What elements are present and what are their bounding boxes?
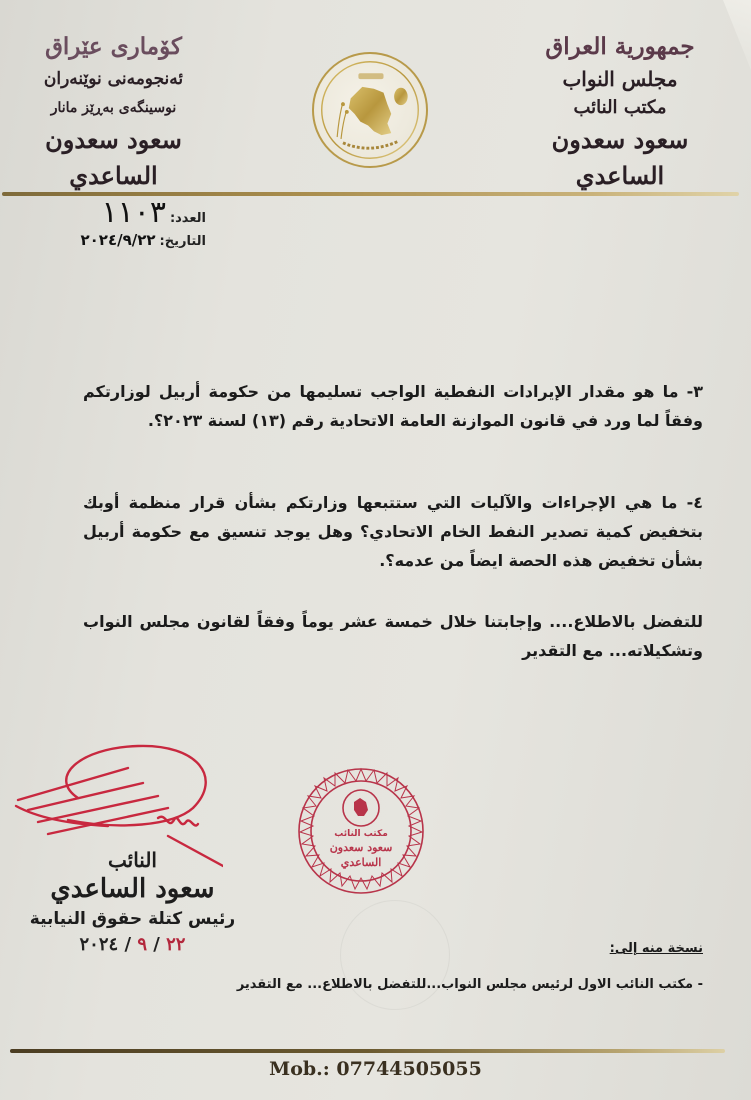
letterhead-kurdish [6,30,221,194]
reference-date-label: التاريخ: [159,234,206,249]
signer-date: ٢٢ / ٩ / ٢٠٢٤ [79,934,186,955]
closing-text: للتفضل بالاطلاع.... وإجابتنا خلال خمسة عشر يوماً وفقاً لقانون مجلس النواب وتشكيلاته... مع التقدير [83,612,703,660]
cc-heading: نسخة منه إلى: [609,941,703,956]
reference-date-row [6,231,206,259]
signer-role: رئيس كتلة حقوق النيابية [29,909,236,929]
reference-block [6,195,206,259]
letterhead-office: مكتب النائب [573,97,667,118]
letterhead-country: جمهورية العراق [545,33,695,60]
closing-paragraph [83,607,703,665]
reference-number-row [6,195,206,231]
footer-divider [10,1049,725,1053]
question-3-text: ٣- ما هو مقدار الإيرادات النفطية الواجب تسليمها من حكومة أربيل لوزارتكم وفقاً لما ورد في قانون الموازنة العامة الاتحادية رقم (١٣) لسنة ٢٠٢٣؟. [83,382,703,430]
signer-date-year: ٢٠٢٤ [79,934,119,955]
stamp-seal-icon [296,766,426,896]
cc-item: - مكتب النائب الاول لرئيس مجلس النواب...للتفضل بالاطلاع... مع التقدير [236,977,703,992]
letterhead-council: مجلس النواب [562,67,678,91]
letterhead-member-name-kurdish: سعود سعدون الساعدي [45,125,182,190]
letterhead-office-kurdish: نوسینگەی بەڕێز مانار [50,100,177,116]
svg-text:مكتب النائب: مكتب النائب [334,829,388,839]
signer-date-day: ٢٢ [166,934,186,955]
carbon-copy-block [203,938,703,996]
signer-name: سعود الساعدي [50,874,215,904]
question-4 [83,488,703,575]
reference-date-value: ٢٠٢٤/٩/٢٢ [80,231,156,249]
question-3 [83,377,703,435]
signer-title: النائب [108,848,157,872]
letterhead-country-kurdish: کۆماری عێراق [45,33,182,60]
signer-date-month: ٩ [137,934,147,955]
mobile-number: Mob.: 07744505055 [269,1058,482,1080]
svg-text:سعود سعدون: سعود سعدون [329,841,393,854]
letterhead-arabic [505,30,735,194]
official-stamp [296,766,426,896]
letterhead-member-name: سعود سعدون الساعدي [551,125,689,190]
svg-text:الساعدي: الساعدي [340,856,382,869]
reference-number-value: ١١٠٣ [101,195,166,230]
iraq-map-emblem-icon [314,54,426,166]
reference-number-label: العدد: [169,211,206,226]
letterhead-council-kurdish: ئەنجومەنی نوێنەران [43,69,184,89]
parliament-emblem [312,52,428,168]
question-4-text: ٤- ما هي الإجراءات والآليات التي ستتبعها وزارتكم بشأن قرار منظمة أوبك بتخفيض كمية تصدير النفط الخام الاتحادي؟ وهل يوجد تنسيق مع حكومة أربيل بشأن تخفيض هذه الحصة ايضاً من عدمه؟. [83,493,703,570]
